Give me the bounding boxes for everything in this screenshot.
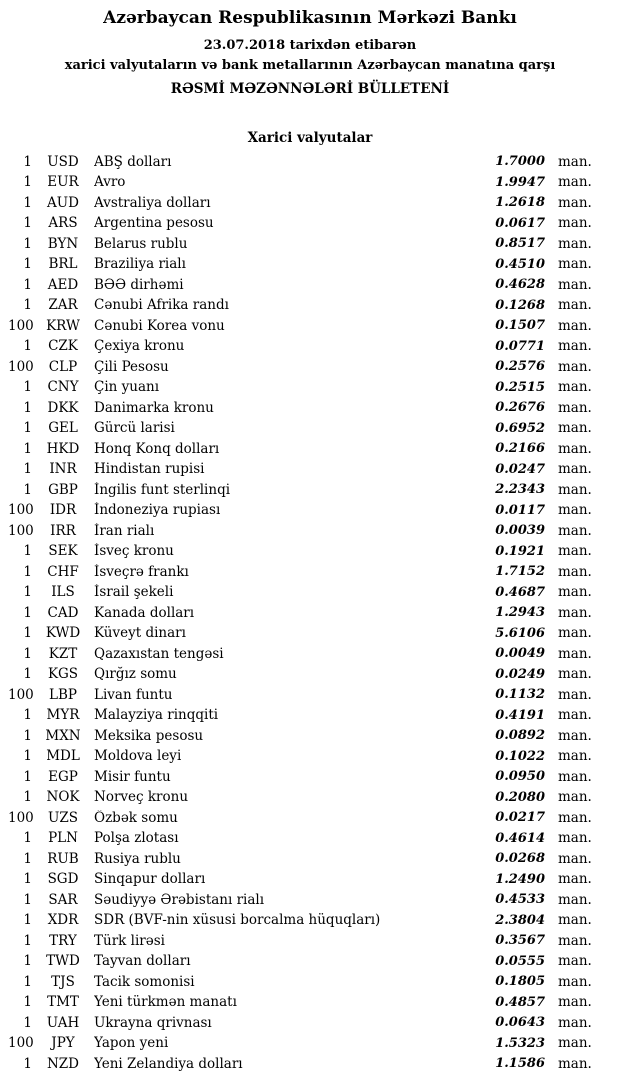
rate-value: 0.4533 <box>495 892 545 908</box>
rate-value: 0.6952 <box>495 420 545 436</box>
currency-code: KWD <box>45 625 81 642</box>
rate-value: 1.5323 <box>495 1035 545 1051</box>
rate-quantity: 1 <box>23 215 32 232</box>
currency-code: PLN <box>48 830 78 847</box>
currency-code: TMT <box>47 994 79 1011</box>
rate-unit-label: man. <box>558 707 592 724</box>
rate-value: 0.0217 <box>495 810 545 826</box>
rate-unit-label: man. <box>558 891 592 908</box>
rate-value: 0.0555 <box>495 953 545 969</box>
currency-code: KRW <box>46 317 80 334</box>
rate-row <box>8 725 592 746</box>
currency-code: BRL <box>48 256 78 273</box>
rate-unit-label: man. <box>558 932 592 949</box>
currency-code: NOK <box>46 789 80 806</box>
currency-code: KZT <box>48 645 78 662</box>
rate-unit-label: man. <box>558 1055 592 1072</box>
rate-quantity: 1 <box>23 297 32 314</box>
rate-row <box>8 1053 592 1073</box>
currency-code: ZAR <box>48 297 78 314</box>
rate-row <box>8 520 592 541</box>
rate-row <box>8 643 592 664</box>
currency-name: İngilis funt sterlinqi <box>94 481 231 498</box>
rate-quantity: 1 <box>23 276 32 293</box>
rate-row <box>8 336 592 357</box>
rate-value: 0.2515 <box>495 379 545 395</box>
rate-value: 0.2576 <box>495 359 545 375</box>
rate-unit-label: man. <box>558 461 592 478</box>
currency-name: Meksika pesosu <box>94 727 204 744</box>
rate-unit-label: man. <box>558 481 592 498</box>
currency-code: CLP <box>48 358 78 375</box>
rate-quantity: 1 <box>23 256 32 273</box>
rate-quantity: 1 <box>23 830 32 847</box>
currency-code: NZD <box>46 1055 80 1072</box>
currency-code: MYR <box>46 707 80 724</box>
rate-unit-label: man. <box>558 686 592 703</box>
rate-unit-label: man. <box>558 645 592 662</box>
rate-value: 1.7152 <box>495 564 545 580</box>
rate-value: 0.4191 <box>495 707 545 723</box>
currency-name: İndoneziya rupiası <box>94 502 221 519</box>
currency-code: HKD <box>46 440 80 457</box>
rate-unit-label: man. <box>558 276 592 293</box>
rate-unit-label: man. <box>558 440 592 457</box>
rate-quantity: 1 <box>23 994 32 1011</box>
rate-row <box>8 418 592 439</box>
currency-name: Danimarka kronu <box>94 399 214 416</box>
rate-quantity: 1 <box>23 891 32 908</box>
rate-unit-label: man. <box>558 153 592 170</box>
currency-name: Belarus rublu <box>94 235 188 252</box>
rate-row <box>8 684 592 705</box>
bulletin-subtitle: xarici valyutaların və bank metallarının Azərbaycan manatına qarşı <box>64 58 556 74</box>
rate-value: 0.0771 <box>495 338 545 354</box>
rate-quantity: 1 <box>23 235 32 252</box>
rate-row <box>8 746 592 767</box>
rate-quantity: 100 <box>8 686 34 703</box>
rate-row <box>8 377 592 398</box>
rate-value: 0.4510 <box>495 256 545 272</box>
rate-value: 0.1132 <box>495 687 545 703</box>
rate-unit-label: man. <box>558 399 592 416</box>
currency-name: Rusiya rublu <box>94 850 181 867</box>
rate-row <box>8 233 592 254</box>
currency-code: SGD <box>47 871 79 888</box>
currency-name: Livan funtu <box>94 686 173 703</box>
rate-value: 0.0892 <box>495 728 545 744</box>
rate-value: 0.0643 <box>495 1015 545 1031</box>
rate-unit-label: man. <box>558 502 592 519</box>
rate-row <box>8 910 592 931</box>
rate-quantity: 1 <box>23 420 32 437</box>
rate-row <box>8 848 592 869</box>
currency-code: CHF <box>47 563 79 580</box>
rate-value: 0.0247 <box>495 461 545 477</box>
rate-quantity: 1 <box>23 953 32 970</box>
currency-code: KGS <box>47 666 79 683</box>
rate-quantity: 100 <box>8 317 34 334</box>
rate-value: 0.1022 <box>495 748 545 764</box>
currency-code: SEK <box>48 543 78 560</box>
currency-code: RUB <box>47 850 79 867</box>
rate-value: 1.1586 <box>495 1056 545 1072</box>
rate-quantity: 1 <box>23 338 32 355</box>
currency-name: ABŞ dolları <box>94 153 172 170</box>
rate-quantity: 1 <box>23 543 32 560</box>
rate-value: 0.4614 <box>495 830 545 846</box>
bulletin-header <box>0 8 620 99</box>
currency-name: Tacik somonisi <box>94 973 195 990</box>
currency-code: LBP <box>49 686 77 703</box>
rate-unit-label: man. <box>558 215 592 232</box>
rate-row <box>8 356 592 377</box>
rate-quantity: 1 <box>23 932 32 949</box>
rate-row <box>8 213 592 234</box>
rate-quantity: 1 <box>23 379 32 396</box>
rate-row <box>8 623 592 644</box>
rate-row <box>8 705 592 726</box>
currency-name: Moldova leyi <box>94 748 182 765</box>
currency-code: ARS <box>48 215 78 232</box>
rate-value: 2.3804 <box>495 912 545 928</box>
bulletin-title: RƏSMİ MƏZƏNNƏLƏRİ BÜLLETENİ <box>170 80 450 97</box>
rate-quantity: 1 <box>23 871 32 888</box>
rate-value: 0.4628 <box>495 277 545 293</box>
rate-quantity: 1 <box>23 912 32 929</box>
currency-name: Norveç kronu <box>94 789 189 806</box>
rate-quantity: 1 <box>23 604 32 621</box>
rate-unit-label: man. <box>558 727 592 744</box>
rate-quantity: 1 <box>23 1014 32 1031</box>
rate-quantity: 1 <box>23 645 32 662</box>
rate-value: 0.1507 <box>495 318 545 334</box>
rate-value: 0.8517 <box>495 236 545 252</box>
rate-quantity: 1 <box>23 748 32 765</box>
currency-name: Gürcü larisi <box>94 420 175 437</box>
rate-quantity: 1 <box>23 153 32 170</box>
currency-code: IRR <box>50 522 76 539</box>
rate-unit-label: man. <box>558 871 592 888</box>
currency-name: Tayvan dolları <box>94 953 191 970</box>
rate-quantity: 100 <box>8 502 34 519</box>
rate-unit-label: man. <box>558 317 592 334</box>
rate-value: 0.0950 <box>495 769 545 785</box>
rate-unit-label: man. <box>558 338 592 355</box>
rate-row <box>8 192 592 213</box>
currency-code: SAR <box>48 891 78 908</box>
rate-quantity: 1 <box>23 789 32 806</box>
rate-unit-label: man. <box>558 297 592 314</box>
currency-code: USD <box>47 153 79 170</box>
currency-code: TWD <box>46 953 80 970</box>
rate-unit-label: man. <box>558 563 592 580</box>
rate-unit-label: man. <box>558 174 592 191</box>
currency-code: BYN <box>47 235 79 252</box>
currency-name: Özbək somu <box>94 809 178 826</box>
currency-code: ILS <box>51 584 75 601</box>
rate-quantity: 1 <box>23 563 32 580</box>
rate-unit-label: man. <box>558 666 592 683</box>
currency-code: TJS <box>51 973 75 990</box>
rate-unit-label: man. <box>558 994 592 1011</box>
currency-name: Qazaxıstan tengəsi <box>94 645 224 662</box>
currency-name: Polşa zlotası <box>94 830 179 847</box>
rate-quantity: 100 <box>8 1035 34 1052</box>
currency-name: Braziliya rialı <box>94 256 186 273</box>
currency-name: Argentina pesosu <box>94 215 214 232</box>
rate-value: 0.0049 <box>495 646 545 662</box>
rate-row <box>8 295 592 316</box>
currency-code: INR <box>49 461 77 478</box>
currency-name: Cənubi Korea vonu <box>94 317 225 334</box>
rate-row <box>8 951 592 972</box>
currency-code: AED <box>47 276 79 293</box>
currency-code: DKK <box>47 399 79 416</box>
rate-quantity: 1 <box>23 973 32 990</box>
currency-name: BƏƏ dirhəmi <box>94 276 184 293</box>
rate-row <box>8 479 592 500</box>
rate-quantity: 1 <box>23 768 32 785</box>
currency-code: GEL <box>48 420 78 437</box>
rate-row <box>8 274 592 295</box>
rate-row <box>8 151 592 172</box>
rate-row <box>8 315 592 336</box>
rate-row <box>8 869 592 890</box>
rate-row <box>8 438 592 459</box>
currency-code: GBP <box>48 481 78 498</box>
currency-code: MXN <box>45 727 81 744</box>
rate-value: 0.2080 <box>495 789 545 805</box>
rate-row <box>8 664 592 685</box>
rate-value: 0.0268 <box>495 851 545 867</box>
rate-row <box>8 1012 592 1033</box>
rate-row <box>8 787 592 808</box>
rate-unit-label: man. <box>558 850 592 867</box>
rate-unit-label: man. <box>558 953 592 970</box>
rate-value: 0.3567 <box>495 933 545 949</box>
currency-name: Cənubi Afrika randı <box>94 297 229 314</box>
rate-value: 0.2166 <box>495 441 545 457</box>
rate-unit-label: man. <box>558 625 592 642</box>
rate-quantity: 1 <box>23 625 32 642</box>
rate-row <box>8 971 592 992</box>
rate-value: 5.6106 <box>495 625 545 641</box>
section-title: Xarici valyutalar <box>247 130 373 147</box>
rate-value: 0.1921 <box>495 543 545 559</box>
rate-row <box>8 397 592 418</box>
currency-name: Yeni türkmən manatı <box>94 994 237 1011</box>
currency-name: Türk lirəsi <box>94 932 165 949</box>
rate-row <box>8 992 592 1013</box>
rate-quantity: 1 <box>23 666 32 683</box>
rate-value: 1.9947 <box>495 174 545 190</box>
rate-unit-label: man. <box>558 194 592 211</box>
rate-value: 1.2490 <box>495 871 545 887</box>
currency-name: Kanada dolları <box>94 604 195 621</box>
rate-quantity: 1 <box>23 194 32 211</box>
rate-row <box>8 889 592 910</box>
currency-code: UAH <box>46 1014 80 1031</box>
rate-quantity: 1 <box>23 481 32 498</box>
currency-name: SDR (BVF-nin xüsusi borcalma hüquqları) <box>94 912 381 929</box>
rate-row <box>8 459 592 480</box>
rate-unit-label: man. <box>558 912 592 929</box>
rate-row <box>8 1033 592 1054</box>
rate-row <box>8 766 592 787</box>
currency-code: MDL <box>46 748 80 765</box>
currency-name: İsrail şekeli <box>94 584 174 601</box>
rate-unit-label: man. <box>558 830 592 847</box>
rate-unit-label: man. <box>558 256 592 273</box>
currency-name: Çin yuanı <box>94 379 160 396</box>
currency-name: Yeni Zelandiya dolları <box>94 1055 243 1072</box>
rate-value: 0.0617 <box>495 215 545 231</box>
rate-unit-label: man. <box>558 358 592 375</box>
rate-row <box>8 602 592 623</box>
rate-quantity: 100 <box>8 522 34 539</box>
rate-quantity: 1 <box>23 584 32 601</box>
rate-value: 1.2943 <box>495 605 545 621</box>
rate-value: 1.7000 <box>495 154 545 170</box>
rate-quantity: 1 <box>23 727 32 744</box>
rate-unit-label: man. <box>558 522 592 539</box>
currency-name: Avro <box>94 174 126 191</box>
rate-value: 0.0249 <box>495 666 545 682</box>
currency-name: Yapon yeni <box>94 1035 169 1052</box>
rate-row <box>8 828 592 849</box>
currency-name: Sinqapur dolları <box>94 871 206 888</box>
rate-unit-label: man. <box>558 748 592 765</box>
rate-quantity: 1 <box>23 440 32 457</box>
rate-row <box>8 254 592 275</box>
rate-unit-label: man. <box>558 768 592 785</box>
rate-value: 1.2618 <box>495 195 545 211</box>
rate-value: 0.4857 <box>495 994 545 1010</box>
currency-name: İsveçrə frankı <box>94 563 189 580</box>
effective-date: 23.07.2018 tarixdən etibarən <box>203 38 417 54</box>
rate-unit-label: man. <box>558 543 592 560</box>
currency-name: Səudiyyə Ərəbistanı rialı <box>94 891 265 908</box>
currency-code: XDR <box>47 912 79 929</box>
rate-quantity: 1 <box>23 399 32 416</box>
rate-value: 0.0117 <box>495 502 545 518</box>
currency-name: Çexiya kronu <box>94 338 185 355</box>
currency-name: Çili Pesosu <box>94 358 169 375</box>
rate-unit-label: man. <box>558 235 592 252</box>
rate-unit-label: man. <box>558 1014 592 1031</box>
rate-value: 0.1268 <box>495 297 545 313</box>
currency-code: TRY <box>49 932 77 949</box>
currency-name: Avstraliya dolları <box>94 194 211 211</box>
currency-name: Küveyt dinarı <box>94 625 186 642</box>
currency-code: EGP <box>48 768 78 785</box>
currency-code: AUD <box>47 194 79 211</box>
rate-row <box>8 930 592 951</box>
currency-code: JPY <box>51 1035 75 1052</box>
rate-row <box>8 807 592 828</box>
currency-name: Qırğız somu <box>94 666 177 683</box>
bank-name: Azərbaycan Respublikasının Mərkəzi Bankı <box>103 8 517 28</box>
rate-row <box>8 500 592 521</box>
rate-value: 0.2676 <box>495 400 545 416</box>
rate-quantity: 1 <box>23 461 32 478</box>
rate-value: 0.0039 <box>495 523 545 539</box>
currency-code: UZS <box>47 809 78 826</box>
currency-code: EUR <box>47 174 79 191</box>
rate-value: 0.4687 <box>495 584 545 600</box>
currency-name: Misir funtu <box>94 768 171 785</box>
currency-name: Malayziya rinqqiti <box>94 707 219 724</box>
rate-quantity: 1 <box>23 174 32 191</box>
rate-unit-label: man. <box>558 584 592 601</box>
rate-value: 0.1805 <box>495 974 545 990</box>
rate-value: 2.2343 <box>495 482 545 498</box>
currency-name: İran rialı <box>94 522 155 539</box>
currency-name: Honq Konq dolları <box>94 440 220 457</box>
rate-unit-label: man. <box>558 420 592 437</box>
currency-code: CZK <box>48 338 78 355</box>
rate-row <box>8 582 592 603</box>
rate-row <box>8 561 592 582</box>
rates-table <box>0 151 620 1073</box>
currency-code: CNY <box>47 379 79 396</box>
rate-unit-label: man. <box>558 809 592 826</box>
rate-quantity: 1 <box>23 707 32 724</box>
currency-code: IDR <box>49 502 77 519</box>
rate-unit-label: man. <box>558 379 592 396</box>
rate-unit-label: man. <box>558 1035 592 1052</box>
rate-quantity: 1 <box>23 850 32 867</box>
rate-quantity: 100 <box>8 809 34 826</box>
currency-name: Hindistan rupisi <box>94 461 205 478</box>
rate-quantity: 1 <box>23 1055 32 1072</box>
rate-row <box>8 172 592 193</box>
rate-unit-label: man. <box>558 604 592 621</box>
currency-code: CAD <box>47 604 79 621</box>
rate-unit-label: man. <box>558 789 592 806</box>
rate-row <box>8 541 592 562</box>
currency-name: İsveç kronu <box>94 543 174 560</box>
rate-unit-label: man. <box>558 973 592 990</box>
rate-quantity: 100 <box>8 358 34 375</box>
currency-name: Ukrayna qrivnası <box>94 1014 212 1031</box>
